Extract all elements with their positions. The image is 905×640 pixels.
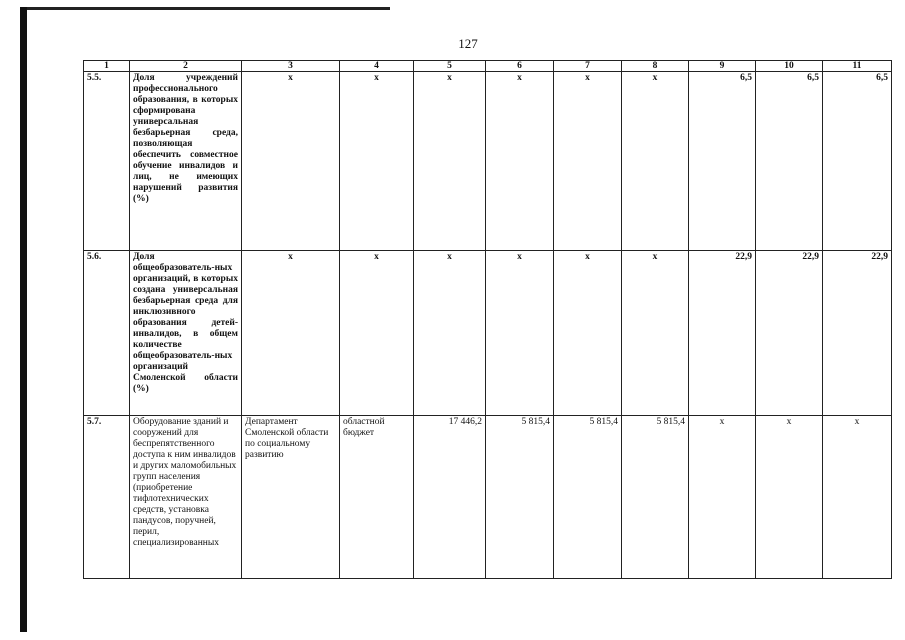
- row-description: Доля учреждений профессионального образования, в которых сформирована универсальная безбарьерная среда, позволяющая обеспечить совместное обучение инвалидов и лиц, не имеющих нарушений развития (%): [130, 72, 242, 251]
- header-cell: 10: [756, 61, 823, 72]
- cell-indicator-3: 6,5: [823, 72, 892, 251]
- scan-left-edge: [20, 7, 27, 632]
- table-row: [84, 251, 892, 416]
- header-cell: 1: [84, 61, 130, 72]
- cell-indicator-3: x: [823, 416, 892, 579]
- header-cell: 9: [689, 61, 756, 72]
- cell-year-3: 5 815,4: [622, 416, 689, 579]
- cell-year-2: x: [554, 251, 622, 416]
- table-row: [84, 72, 892, 251]
- scan-top-edge: [20, 7, 390, 10]
- cell-year-3: x: [622, 72, 689, 251]
- cell-executor: x: [242, 251, 340, 416]
- row-number: 5.6.: [84, 251, 130, 416]
- cell-source: x: [340, 72, 414, 251]
- cell-indicator-2: 22,9: [756, 251, 823, 416]
- header-cell: 4: [340, 61, 414, 72]
- cell-year-3: x: [622, 251, 689, 416]
- cell-total: x: [414, 72, 486, 251]
- cell-year-2: 5 815,4: [554, 416, 622, 579]
- cell-total: 17 446,2: [414, 416, 486, 579]
- cell-indicator-1: x: [689, 416, 756, 579]
- header-cell: 7: [554, 61, 622, 72]
- row-description: Доля общеобразователь-ных организаций, в которых создана универсальная безбарьерная среда для инклюзивного образования детей-инвалидов, в общем количестве общеобразователь-ных организаций Смоленской области (%): [130, 251, 242, 416]
- cell-total: x: [414, 251, 486, 416]
- cell-executor: x: [242, 72, 340, 251]
- header-cell: 3: [242, 61, 340, 72]
- cell-source: x: [340, 251, 414, 416]
- cell-indicator-1: 22,9: [689, 251, 756, 416]
- data-table: [83, 60, 892, 579]
- cell-year-1: x: [486, 72, 554, 251]
- row-number: 5.7.: [84, 416, 130, 579]
- header-cell: 2: [130, 61, 242, 72]
- header-cell: 11: [823, 61, 892, 72]
- cell-indicator-1: 6,5: [689, 72, 756, 251]
- header-cell: 6: [486, 61, 554, 72]
- cell-executor: Департамент Смоленской области по социальному развитию: [242, 416, 340, 579]
- table-header-row: [84, 61, 892, 72]
- cell-year-1: x: [486, 251, 554, 416]
- cell-indicator-2: x: [756, 416, 823, 579]
- table-row: [84, 416, 892, 579]
- cell-indicator-3: 22,9: [823, 251, 892, 416]
- page-number: 127: [458, 36, 478, 51]
- cell-year-1: 5 815,4: [486, 416, 554, 579]
- cell-year-2: x: [554, 72, 622, 251]
- header-cell: 5: [414, 61, 486, 72]
- cell-source: областной бюджет: [340, 416, 414, 579]
- cell-indicator-2: 6,5: [756, 72, 823, 251]
- header-cell: 8: [622, 61, 689, 72]
- row-number: 5.5.: [84, 72, 130, 251]
- row-description: Оборудование зданий и сооружений для беспрепятственного доступа к ним инвалидов и других маломобильных групп населения (приобретение тифлотехнических средств, установка пандусов, поручней, перил, специализированных: [130, 416, 242, 579]
